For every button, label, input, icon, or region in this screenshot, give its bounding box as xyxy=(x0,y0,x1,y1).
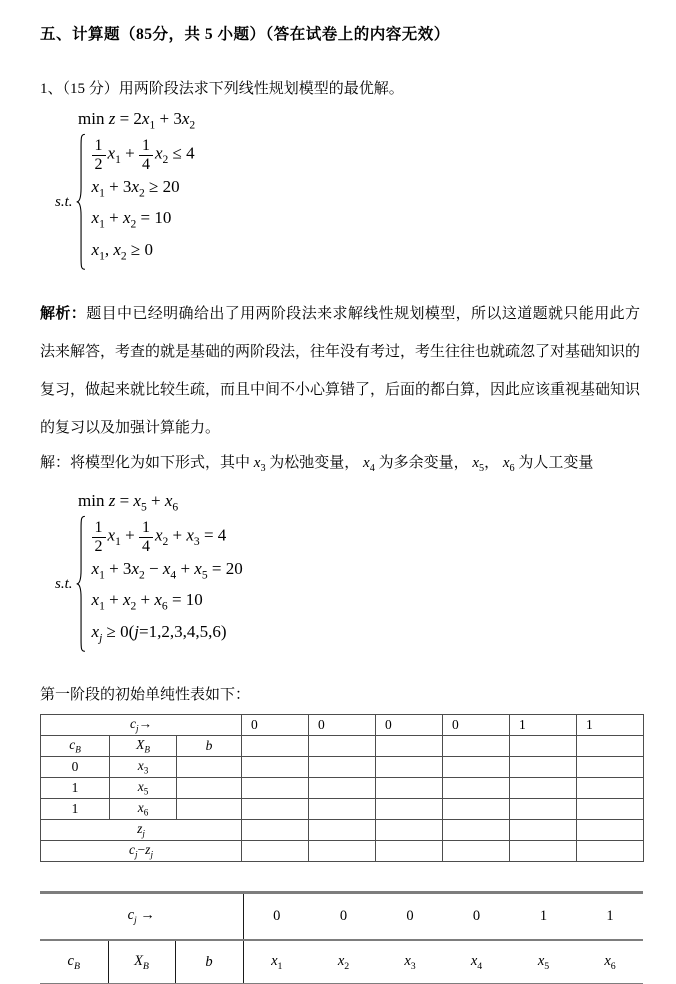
empty-cell xyxy=(577,757,644,778)
cj-minus-zj-row-label: $c_j-z_j$ xyxy=(41,841,242,862)
model2-constraint-3: $x_1 + x_2 + x_6 = 10$ xyxy=(91,590,203,613)
model1-st-label: s.t. xyxy=(55,193,73,210)
cj-value: 0 xyxy=(242,715,309,736)
cb-value: 0 xyxy=(41,757,110,778)
empty-cell xyxy=(510,799,577,820)
cj-header-label: $c_j\to$ xyxy=(41,715,242,736)
b-header: b xyxy=(177,736,242,757)
variable-header: $x_5$ xyxy=(510,940,577,984)
analysis-label: 解析： xyxy=(40,306,87,323)
empty-cell xyxy=(443,799,510,820)
empty-cell xyxy=(443,820,510,841)
variable-header: $x_4$ xyxy=(443,940,510,984)
variable-header: $x_6$ xyxy=(577,940,643,984)
cj-value: 0 xyxy=(376,715,443,736)
empty-cell xyxy=(376,841,443,862)
model1-constraint-1: $\frac{1}{2}$ $x_1$ + $\frac{1}{4}$ $x_2 \le 4$ xyxy=(92,136,195,174)
table-row xyxy=(41,841,644,862)
empty-cell xyxy=(577,736,644,757)
solution-intro: 解：将模型化为如下形式，其中 $x_3$ 为松弛变量， $x_4$ 为多余变量， $x_5$， $x_6$ 为人工变量 xyxy=(40,455,594,475)
table-row xyxy=(41,715,644,736)
cb-header: $c_B$ xyxy=(41,736,110,757)
empty-cell xyxy=(577,778,644,799)
model1-objective: $\min z = 2x_1 + 3x_2$ xyxy=(78,109,196,132)
basis-variable: $x_6$ xyxy=(110,799,177,820)
model2-constraint-1: $\frac{1}{2}$ $x_1$ + $\frac{1}{4}$ $x_2 + x_3 = 4$ xyxy=(92,518,243,556)
table-row xyxy=(41,757,644,778)
empty-cell xyxy=(309,757,376,778)
empty-cell xyxy=(577,841,644,862)
model1-constraint-system xyxy=(55,133,640,271)
variable-header: $x_1$ xyxy=(243,940,310,984)
empty-cell xyxy=(376,757,443,778)
cb-value: 1 xyxy=(41,778,110,799)
phase1-simplex-table xyxy=(40,714,644,862)
cj-value: 1 xyxy=(510,893,577,941)
left-brace-icon xyxy=(75,515,86,653)
empty-cell xyxy=(242,736,309,757)
basis-variable: $x_3$ xyxy=(110,757,177,778)
second-simplex-table xyxy=(40,891,643,984)
section-title: 五、计算题（85分，共 5 小题）（答在试卷上的内容无效） xyxy=(40,26,450,43)
analysis-text: 题目中已经明确给出了用两阶段法来求解线性规划模型，所以这道题就只能用此方法来解答，考查的就是基础的两阶段法，往年没有考过，考生往往也就疏忽了对基础知识的复习，做起来就比较生疏，而且中间不小心算错了，后面的都白算，因此应该重视基础知识的复习以及加强计算能力。 xyxy=(40,306,641,437)
empty-cell xyxy=(177,799,242,820)
model2-st-label: s.t. xyxy=(55,575,73,592)
empty-cell xyxy=(577,820,644,841)
xb-header: $X_B$ xyxy=(110,736,177,757)
model1-constraints xyxy=(86,133,195,271)
cb-value: 1 xyxy=(41,799,110,820)
model1-constraint-2: $x_1 + 3x_2 \ge 20$ xyxy=(91,176,180,200)
cj-value: 0 xyxy=(377,893,443,941)
empty-cell xyxy=(510,820,577,841)
empty-cell xyxy=(309,820,376,841)
table-row xyxy=(41,736,644,757)
model1-constraint-4: $x_1$, $x_2 \ge 0$ xyxy=(91,239,154,263)
empty-cell xyxy=(242,778,309,799)
cj-value: 0 xyxy=(443,893,510,941)
empty-cell xyxy=(443,841,510,862)
empty-cell xyxy=(177,757,242,778)
empty-cell xyxy=(309,799,376,820)
cj-header-label: $c_j$ → xyxy=(40,893,243,941)
xb-header: $X_B$ xyxy=(108,940,175,984)
empty-cell xyxy=(309,778,376,799)
cj-value: 0 xyxy=(443,715,510,736)
cj-value: 1 xyxy=(577,893,643,941)
zj-row-label: $z_j$ xyxy=(41,820,242,841)
empty-cell xyxy=(443,757,510,778)
cb-header: $c_B$ xyxy=(40,940,108,984)
empty-cell xyxy=(242,820,309,841)
table-row xyxy=(40,940,643,984)
empty-cell xyxy=(376,799,443,820)
empty-cell xyxy=(177,778,242,799)
model1-constraint-3: $x_1 + x_2 = 10$ xyxy=(91,208,172,231)
variable-header: $x_2$ xyxy=(310,940,377,984)
cj-value: 1 xyxy=(577,715,644,736)
empty-cell xyxy=(376,736,443,757)
empty-cell xyxy=(443,778,510,799)
empty-cell xyxy=(242,799,309,820)
table-row xyxy=(40,893,643,941)
cj-value: 0 xyxy=(243,893,310,941)
empty-cell xyxy=(510,841,577,862)
table-intro: 第一阶段的初始单纯性表如下： xyxy=(40,687,251,704)
empty-cell xyxy=(510,778,577,799)
cj-value: 0 xyxy=(309,715,376,736)
model2-constraint-4: $x_j \ge 0(j=1,2,3,4,5,6)$ xyxy=(91,621,227,645)
variable-header: $x_3$ xyxy=(377,940,443,984)
problem-statement: 1、（15 分）用两阶段法求下列线性规划模型的最优解。 xyxy=(40,81,404,97)
empty-cell xyxy=(510,757,577,778)
model2-objective: $\min z = x_5 + x_6$ xyxy=(78,491,179,514)
b-header: b xyxy=(175,940,243,984)
analysis-paragraph xyxy=(40,295,640,447)
model2-constraints xyxy=(86,515,243,653)
model2-constraint-2: $x_1 + 3x_2 - x_4 + x_5 = 20$ xyxy=(91,559,243,582)
model2-constraint-system xyxy=(55,515,640,653)
empty-cell xyxy=(443,736,510,757)
empty-cell xyxy=(309,841,376,862)
table-row xyxy=(41,778,644,799)
cj-value: 0 xyxy=(310,893,377,941)
empty-cell xyxy=(510,736,577,757)
empty-cell xyxy=(242,757,309,778)
empty-cell xyxy=(376,820,443,841)
left-brace-icon xyxy=(75,133,86,271)
basis-variable: $x_5$ xyxy=(110,778,177,799)
empty-cell xyxy=(577,799,644,820)
cj-value: 1 xyxy=(510,715,577,736)
table-row xyxy=(41,820,644,841)
empty-cell xyxy=(376,778,443,799)
empty-cell xyxy=(309,736,376,757)
empty-cell xyxy=(242,841,309,862)
table-row xyxy=(41,799,644,820)
